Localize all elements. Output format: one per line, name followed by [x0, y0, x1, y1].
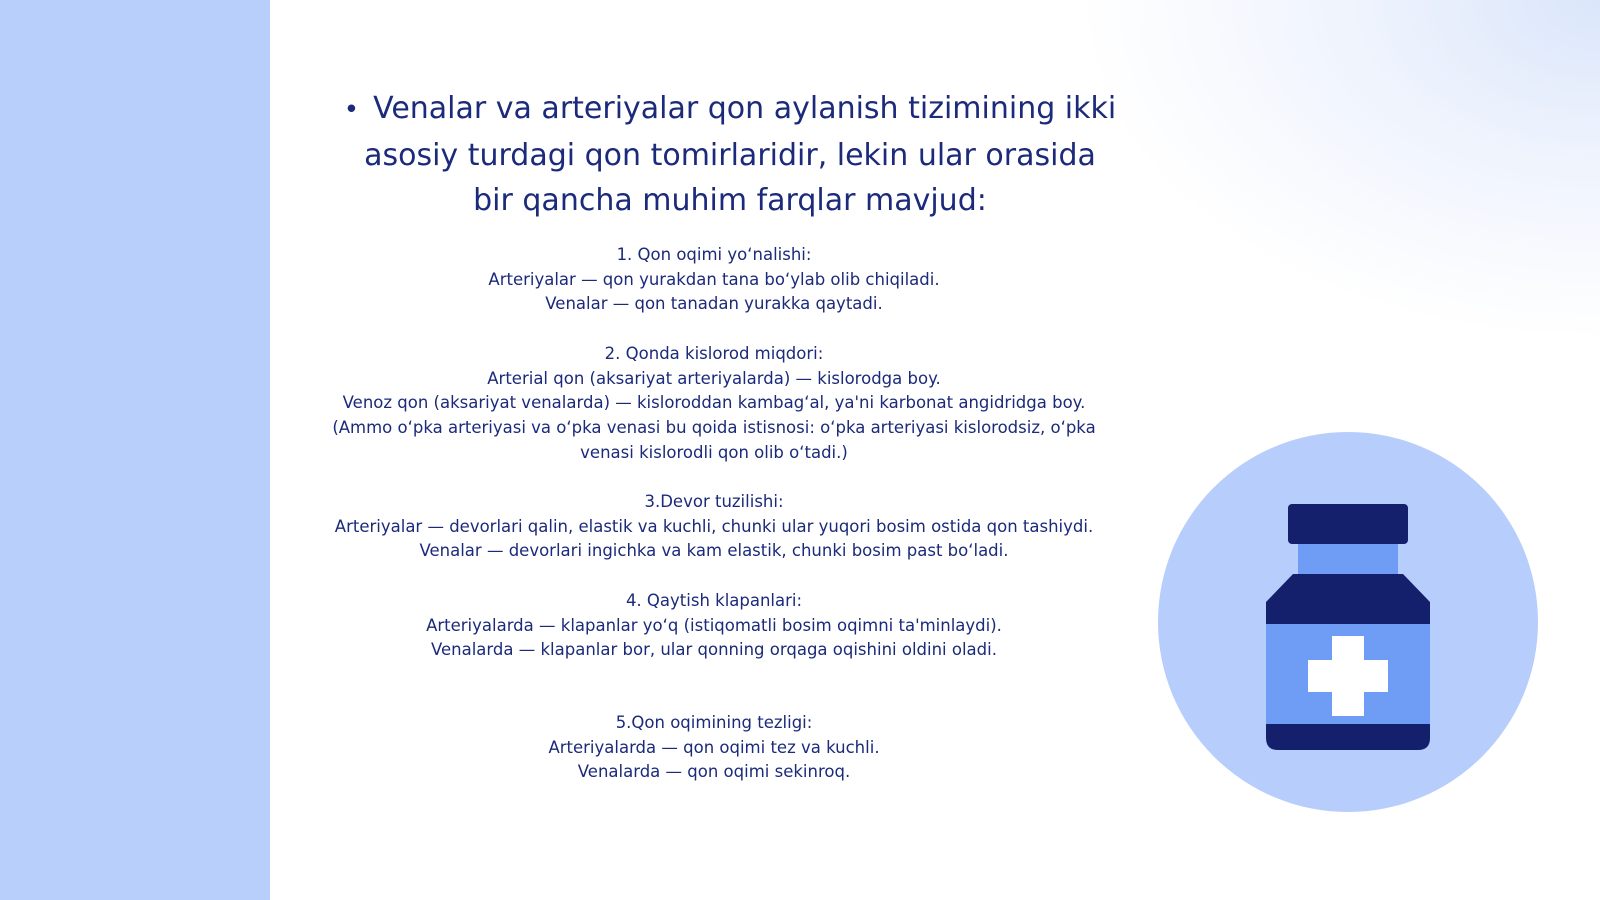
section-line: Venalarda — klapanlar bor, ular qonning orqaga oqishini oldini oladi.	[431, 640, 997, 660]
section-flow-speed	[330, 711, 1098, 785]
section-title: 5.Qon oqimining tezligi:	[615, 712, 813, 732]
section-title: 3.Devor tuzilishi:	[644, 492, 784, 511]
bottle-cap	[1288, 504, 1408, 544]
heading-item	[340, 86, 1120, 223]
section-line: Venalar — devorlari ingichka va kam elastik, chunki bosim past bo‘ladi.	[419, 541, 1009, 561]
bullet-icon: •	[343, 95, 360, 125]
section-line: Arterial qon (aksariyat arteriyalarda) — kislorodga boy.	[487, 368, 941, 388]
bottle-neck	[1298, 544, 1398, 574]
bottle-base	[1266, 724, 1430, 750]
section-line: Venalar — qon tanadan yurakka qaytadi.	[545, 294, 883, 314]
bottle-shoulder	[1266, 574, 1430, 624]
section-note: (Ammo o‘pka arteriyasi va o‘pka venasi bu qoida istisnosi: o‘pka arteriyasi kislorodsiz, o‘pka venasi kislorodli qon olib o‘tadi.)	[332, 417, 1096, 462]
section-valves	[330, 589, 1098, 663]
section-wall-structure	[330, 490, 1098, 564]
section-title: 1. Qon oqimi yo‘nalishi:	[616, 245, 812, 264]
heading-text: Venalar va arteriyalar qon aylanish tizimining ikki asosiy turdagi qon tomirlaridir, lekin ular orasida bir qancha muhim farqlar mavjud:	[364, 91, 1117, 218]
section-line: Arteriyalar — qon yurakdan tana bo‘ylab olib chiqiladi.	[488, 269, 940, 289]
left-decorative-band	[0, 0, 270, 900]
section-line: Venalarda — qon oqimi sekinroq.	[577, 762, 851, 782]
medicine-bottle-icon	[1158, 432, 1538, 812]
section-title: 2. Qonda kislorod miqdori:	[604, 343, 824, 363]
differences-list	[330, 243, 1098, 810]
section-title: 4. Qaytish klapanlari:	[625, 590, 803, 610]
section-line: Arteriyalarda — klapanlar yo‘q (istiqomatli bosim oqimni ta'minlaydi).	[426, 615, 1002, 635]
section-line: Venoz qon (aksariyat venalarda) — kisloroddan kambag‘al, ya'ni karbonat angidridga boy.	[342, 393, 1086, 413]
section-line: Arteriyalarda — qon oqimi tez va kuchli.	[548, 737, 880, 757]
section-flow-direction	[330, 243, 1098, 317]
slide-heading	[340, 86, 1120, 223]
cross-horizontal	[1308, 660, 1388, 692]
section-line: Arteriyalar — devorlari qalin, elastik va kuchli, chunki ular yuqori bosim ostida qon tashiydi.	[334, 516, 1094, 536]
section-oxygen-content	[330, 342, 1098, 466]
